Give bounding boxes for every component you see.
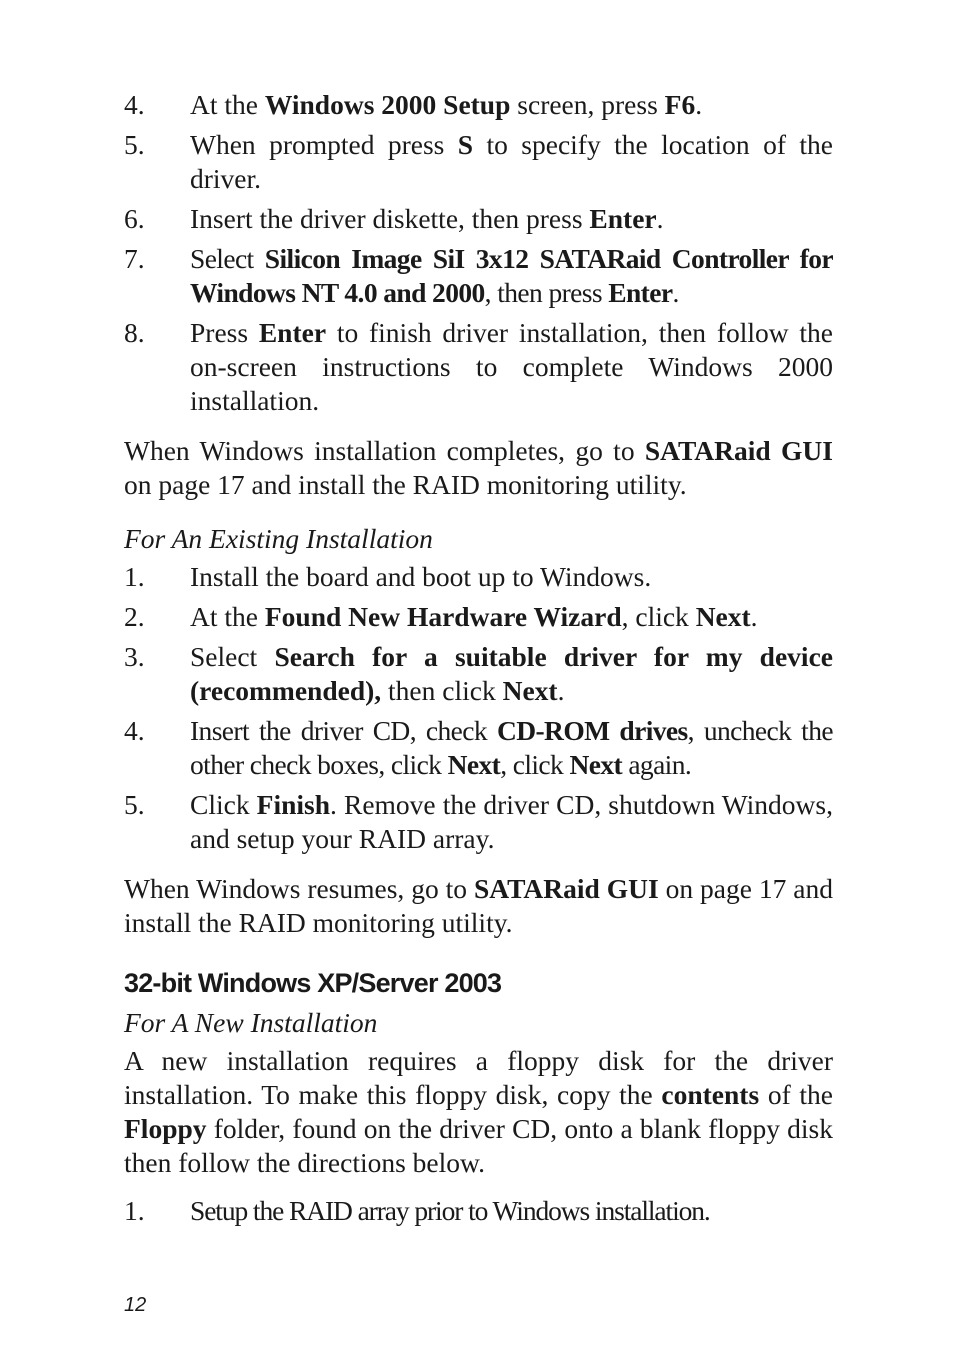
bold-text: SATARaid GUI [644, 435, 833, 466]
text-run: to finish driver installation, then follow the on-screen instructions to complete Windows 2000 installation. [190, 317, 834, 416]
bold-text: contents [661, 1079, 760, 1110]
list-item-text [190, 560, 833, 594]
text-run: on page 17 and install the RAID monitoring utility. [124, 469, 687, 500]
list-item [124, 560, 833, 594]
text-run: Insert the driver CD, check [190, 715, 497, 746]
list-item-number: 4. [124, 715, 145, 746]
text-run: of the [759, 1079, 833, 1110]
text-run: A new installation requires a floppy disk for the driver installation. To make this floppy disk, copy the [124, 1045, 833, 1110]
list-item [124, 640, 833, 708]
list-item-number: 3. [124, 641, 145, 672]
list-item-text [190, 242, 833, 310]
steps-list-existing [124, 560, 833, 856]
list-item [124, 88, 833, 122]
list-item-number: 2. [124, 601, 145, 632]
list-item-number: 5. [124, 789, 145, 820]
text-run: Setup the RAID array prior to Windows installation. [190, 1195, 710, 1226]
bold-text: Silicon Image SiI 3x12 SATARaid Controller for Windows NT 4.0 and 2000 [190, 243, 834, 308]
list-item-number: 7. [124, 243, 145, 274]
list-item-text [190, 316, 833, 418]
bold-text: Enter [258, 317, 327, 348]
text-run: again. [622, 749, 692, 780]
list-item [124, 202, 833, 236]
bold-text: Windows 2000 Setup [264, 89, 511, 120]
bold-text: Next [502, 675, 558, 706]
text-run: Install the board and boot up to Windows. [190, 561, 652, 592]
bold-text: Next [447, 749, 501, 780]
bold-text: Next [695, 601, 751, 632]
text-run: When Windows resumes, go to [124, 873, 474, 904]
paragraph-windows-complete [124, 434, 833, 502]
text-run: Insert the driver diskette, then press [190, 203, 590, 234]
list-item-text [190, 1194, 833, 1228]
paragraph-floppy-disk [124, 1044, 833, 1180]
bold-text: Floppy [124, 1113, 207, 1144]
list-item-number: 6. [124, 203, 145, 234]
bold-text: Finish [256, 789, 331, 820]
list-item [124, 788, 833, 856]
list-item-text [190, 788, 833, 856]
bold-text: F6 [664, 89, 696, 120]
text-run: screen, press [510, 89, 665, 120]
list-item-number: 1. [124, 561, 145, 592]
steps-list-new [124, 1194, 833, 1228]
text-run: , click [621, 601, 696, 632]
list-item [124, 1194, 833, 1228]
bold-text: Enter [589, 203, 657, 234]
bold-text: SATARaid GUI [473, 873, 659, 904]
steps-list-continued [124, 88, 833, 418]
text-run: , click [500, 749, 570, 780]
list-item-number: 8. [124, 317, 145, 348]
text-run: Select [190, 641, 275, 672]
text-run: At the [190, 89, 265, 120]
text-run: . [695, 89, 703, 120]
text-run: on page 17 and install the RAID monitoring utility. [124, 873, 833, 938]
list-item-number: 5. [124, 129, 145, 160]
text-run: , uncheck the other check boxes, click [190, 715, 833, 780]
bold-text: Search for a suitable driver for my device (recommended), [190, 641, 833, 706]
page-number: 12 [124, 1294, 147, 1316]
bold-text: Next [569, 749, 623, 780]
text-run: When Windows installation completes, go to [124, 435, 645, 466]
list-item [124, 242, 833, 310]
list-item-number: 1. [124, 1195, 145, 1226]
subheading-new-installation: For A New Installation [124, 1007, 378, 1038]
text-run: . [557, 675, 565, 706]
bold-text: Enter [608, 277, 673, 308]
bold-text: S [457, 129, 474, 160]
subheading-existing-installation: For An Existing Installation [124, 523, 433, 554]
list-item [124, 714, 833, 782]
text-run: Select [190, 243, 265, 274]
text-run: Press [190, 317, 259, 348]
text-run: folder, found on the driver CD, onto a blank floppy disk then follow the directions below. [124, 1113, 833, 1178]
list-item-text [190, 640, 833, 708]
text-run: , then press [484, 277, 609, 308]
text-run: . [750, 601, 758, 632]
text-run: Click [190, 789, 257, 820]
text-run: When prompted press [190, 129, 458, 160]
list-item [124, 316, 833, 418]
text-run: At the [190, 601, 265, 632]
bold-text: CD-ROM drives [496, 715, 688, 746]
bold-text: Found New Hardware Wizard [264, 601, 622, 632]
text-run: then click [381, 675, 503, 706]
paragraph-windows-resumes [124, 872, 833, 940]
list-item-text [190, 88, 833, 122]
section-heading: 32-bit Windows XP/Server 2003 [124, 968, 502, 998]
text-run: to specify the location of the driver. [190, 129, 833, 194]
text-run: . Remove the driver CD, shutdown Windows, and setup your RAID array. [190, 789, 833, 854]
list-item-text [190, 600, 833, 634]
text-run: . [656, 203, 664, 234]
list-item-text [190, 202, 833, 236]
list-item [124, 600, 833, 634]
list-item-text [190, 714, 833, 782]
list-item [124, 128, 833, 196]
list-item-text [190, 128, 833, 196]
page-content [124, 88, 833, 1234]
text-run: . [672, 277, 679, 308]
list-item-number: 4. [124, 89, 145, 120]
